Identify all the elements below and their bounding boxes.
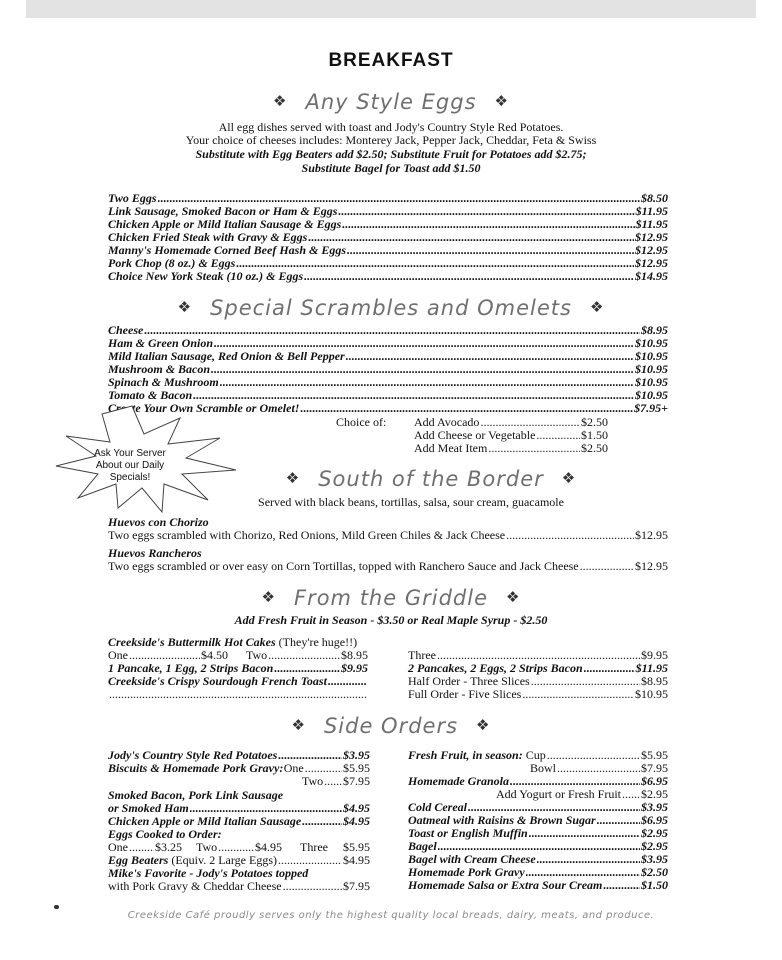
diamond-icon: ❖ bbox=[494, 92, 509, 110]
side-item: Mike's Favorite - Jody's Potatoes topped bbox=[108, 866, 309, 880]
side-item: Homemade Granola ..... $6.95 bbox=[408, 775, 668, 788]
section-heading-any-style-eggs: ❖ Any Style Eggs ❖ bbox=[273, 90, 509, 114]
menu-item: Mild Italian Sausage, Red Onion & Bell Pepper ..... $10.95 bbox=[108, 350, 668, 363]
side-item: Biscuits & Homemade Pork Gravy: One ..... $5.95 bbox=[108, 762, 370, 775]
addon-item: Add Avocado ..... $2.50 bbox=[414, 416, 608, 429]
eggs-three: Three $5.95 bbox=[300, 840, 370, 854]
section-heading-griddle: ❖ From the Griddle ❖ bbox=[261, 586, 521, 610]
menu-item: Create Your Own Scramble or Omelet! ..... $7.95+ bbox=[108, 402, 668, 415]
menu-item: Ham & Green Onion ..... $10.95 bbox=[108, 337, 668, 350]
diamond-icon: ❖ bbox=[261, 588, 276, 606]
griddle-combo2: 2 Pancakes, 2 Eggs, 2 Strips Bacon ..... $11.95 bbox=[408, 662, 668, 675]
any-style-desc2: Your choice of cheeses includes: Monterey Jack, Pepper Jack, Cheddar, Feta & Swiss bbox=[185, 133, 597, 147]
diamond-icon: ❖ bbox=[561, 469, 577, 487]
diamond-icon: ❖ bbox=[285, 469, 301, 487]
diamond-icon: ❖ bbox=[506, 588, 521, 606]
section-heading-border: ❖ South of the Border ❖ bbox=[285, 467, 577, 491]
section-heading-sides: ❖ Side Orders ❖ bbox=[291, 714, 491, 738]
footer-note: Creekside Café proudly serves only the highest quality local breads, dairy, meats, and produce. bbox=[127, 910, 655, 921]
dotted-line bbox=[108, 688, 368, 701]
menu-item: Spinach & Mushroom ..... $10.95 bbox=[108, 376, 668, 389]
side-item: Fresh Fruit, in season: Cup ..... $5.95 bbox=[408, 749, 668, 762]
eggs-two: Two ..... $4.95 bbox=[196, 841, 282, 854]
border-item-title: Huevos Rancheros bbox=[108, 546, 202, 560]
hotcakes-one: One ..... $4.50 bbox=[108, 649, 228, 662]
menu-item: Tomato & Bacon ..... $10.95 bbox=[108, 389, 668, 402]
menu-item: Manny's Homemade Corned Beef Hash & Eggs ..... $12.95 bbox=[108, 244, 668, 257]
any-style-sub1: Substitute with Egg Beaters add $2.50; Substitute Fruit for Potatoes add $2.75; bbox=[195, 147, 587, 161]
section-heading-scrambles: ❖ Special Scrambles and Omelets ❖ bbox=[177, 296, 605, 320]
choice-label: Choice of: bbox=[336, 415, 387, 429]
griddle-sub: Add Fresh Fruit in Season - $3.50 or Real Maple Syrup - $2.50 bbox=[234, 613, 548, 627]
menu-item: Pork Chop (8 oz.) & Eggs ..... $12.95 bbox=[108, 257, 668, 270]
top-bar bbox=[26, 0, 756, 18]
side-item: Homemade Salsa or Extra Sour Cream ..... $1.50 bbox=[408, 879, 668, 892]
side-item: Cold Cereal ..... $3.95 bbox=[408, 801, 668, 814]
diamond-icon: ❖ bbox=[589, 298, 605, 316]
hotcakes-title: Creekside's Buttermilk Hot Cakes (They're huge!!) bbox=[108, 635, 358, 649]
menu-item: Chicken Fried Steak with Gravy & Eggs ..... $12.95 bbox=[108, 231, 668, 244]
french-toast-title: Creekside's Crispy Sourdough French Toast ..... bbox=[108, 675, 368, 688]
side-item: Two ..... $7.95 bbox=[302, 775, 370, 788]
side-item: or Smoked Ham ..... $4.95 bbox=[108, 802, 370, 815]
french-toast-half: Half Order - Three Slices ..... $8.95 bbox=[408, 675, 668, 688]
diamond-icon: ❖ bbox=[177, 298, 193, 316]
side-item: Oatmeal with Raisins & Brown Sugar ..... $6.95 bbox=[408, 814, 668, 827]
side-item: Jody's Country Style Red Potatoes ..... $3.95 bbox=[108, 749, 370, 762]
side-item: Toast or English Muffin ..... $2.95 bbox=[408, 827, 668, 840]
scan-speck bbox=[54, 905, 59, 909]
side-item: Add Yogurt or Fresh Fruit ..... $2.95 bbox=[496, 788, 668, 801]
side-item: Chicken Apple or Mild Italian Sausage ..... $4.95 bbox=[108, 815, 370, 828]
specials-burst-text: Ask Your Server About our Daily Specials! bbox=[94, 448, 166, 483]
border-desc: Served with black beans, tortillas, salsa, sour cream, guacamole bbox=[258, 495, 564, 509]
menu-item: Link Sausage, Smoked Bacon or Ham & Eggs ..... $11.95 bbox=[108, 205, 668, 218]
addon-item: Add Cheese or Vegetable ..... $1.50 bbox=[414, 429, 608, 442]
side-item: Smoked Bacon, Pork Link Sausage bbox=[108, 788, 284, 802]
border-item-title: Huevos con Chorizo bbox=[108, 515, 209, 529]
hotcakes-two: Two ..... $8.95 bbox=[246, 649, 368, 662]
french-toast-full: Full Order - Five Slices ..... $10.95 bbox=[408, 688, 668, 701]
hotcakes-three: Three ..... $9.95 bbox=[408, 649, 668, 662]
side-item: Eggs Cooked to Order: bbox=[108, 827, 222, 841]
menu-item: Cheese ..... $8.95 bbox=[108, 324, 668, 337]
menu-item: Chicken Apple or Mild Italian Sausage & Eggs ..... $11.95 bbox=[108, 218, 668, 231]
page-title: BREAKFAST bbox=[328, 50, 454, 71]
side-item: Bagel ..... $2.95 bbox=[408, 840, 668, 853]
menu-item: Two eggs scrambled or over easy on Corn Tortillas, topped with Ranchero Sauce and Jack Cheese ..... $12.95 bbox=[108, 560, 668, 573]
diamond-icon: ❖ bbox=[476, 716, 491, 734]
diamond-icon: ❖ bbox=[273, 92, 288, 110]
griddle-combo1: 1 Pancake, 1 Egg, 2 Strips Bacon ..... $9.95 bbox=[108, 662, 368, 675]
menu-item: Two Eggs ..... $8.50 bbox=[108, 192, 668, 205]
side-item: Egg Beaters (Equiv. 2 Large Eggs) ..... $4.95 bbox=[108, 854, 370, 867]
any-style-desc1: All egg dishes served with toast and Jody's Country Style Red Potatoes. bbox=[218, 120, 564, 134]
side-item: Homemade Pork Gravy ..... $2.50 bbox=[408, 866, 668, 879]
addon-item: Add Meat Item ..... $2.50 bbox=[414, 442, 608, 455]
eggs-one: One ..... $3.25 bbox=[108, 841, 182, 854]
side-item: Bagel with Cream Cheese ..... $3.95 bbox=[408, 853, 668, 866]
menu-item: Mushroom & Bacon ..... $10.95 bbox=[108, 363, 668, 376]
menu-item: Choice New York Steak (10 oz.) & Eggs ..... $14.95 bbox=[108, 270, 668, 283]
menu-item: Two eggs scrambled with Chorizo, Red Onions, Mild Green Chiles & Jack Cheese ..... $12.95 bbox=[108, 529, 668, 542]
side-item: with Pork Gravy & Cheddar Cheese ..... $7.95 bbox=[108, 880, 370, 893]
any-style-sub2: Substitute Bagel for Toast add $1.50 bbox=[301, 161, 481, 175]
diamond-icon: ❖ bbox=[291, 716, 306, 734]
side-item: Bowl ..... $7.95 bbox=[530, 762, 668, 775]
